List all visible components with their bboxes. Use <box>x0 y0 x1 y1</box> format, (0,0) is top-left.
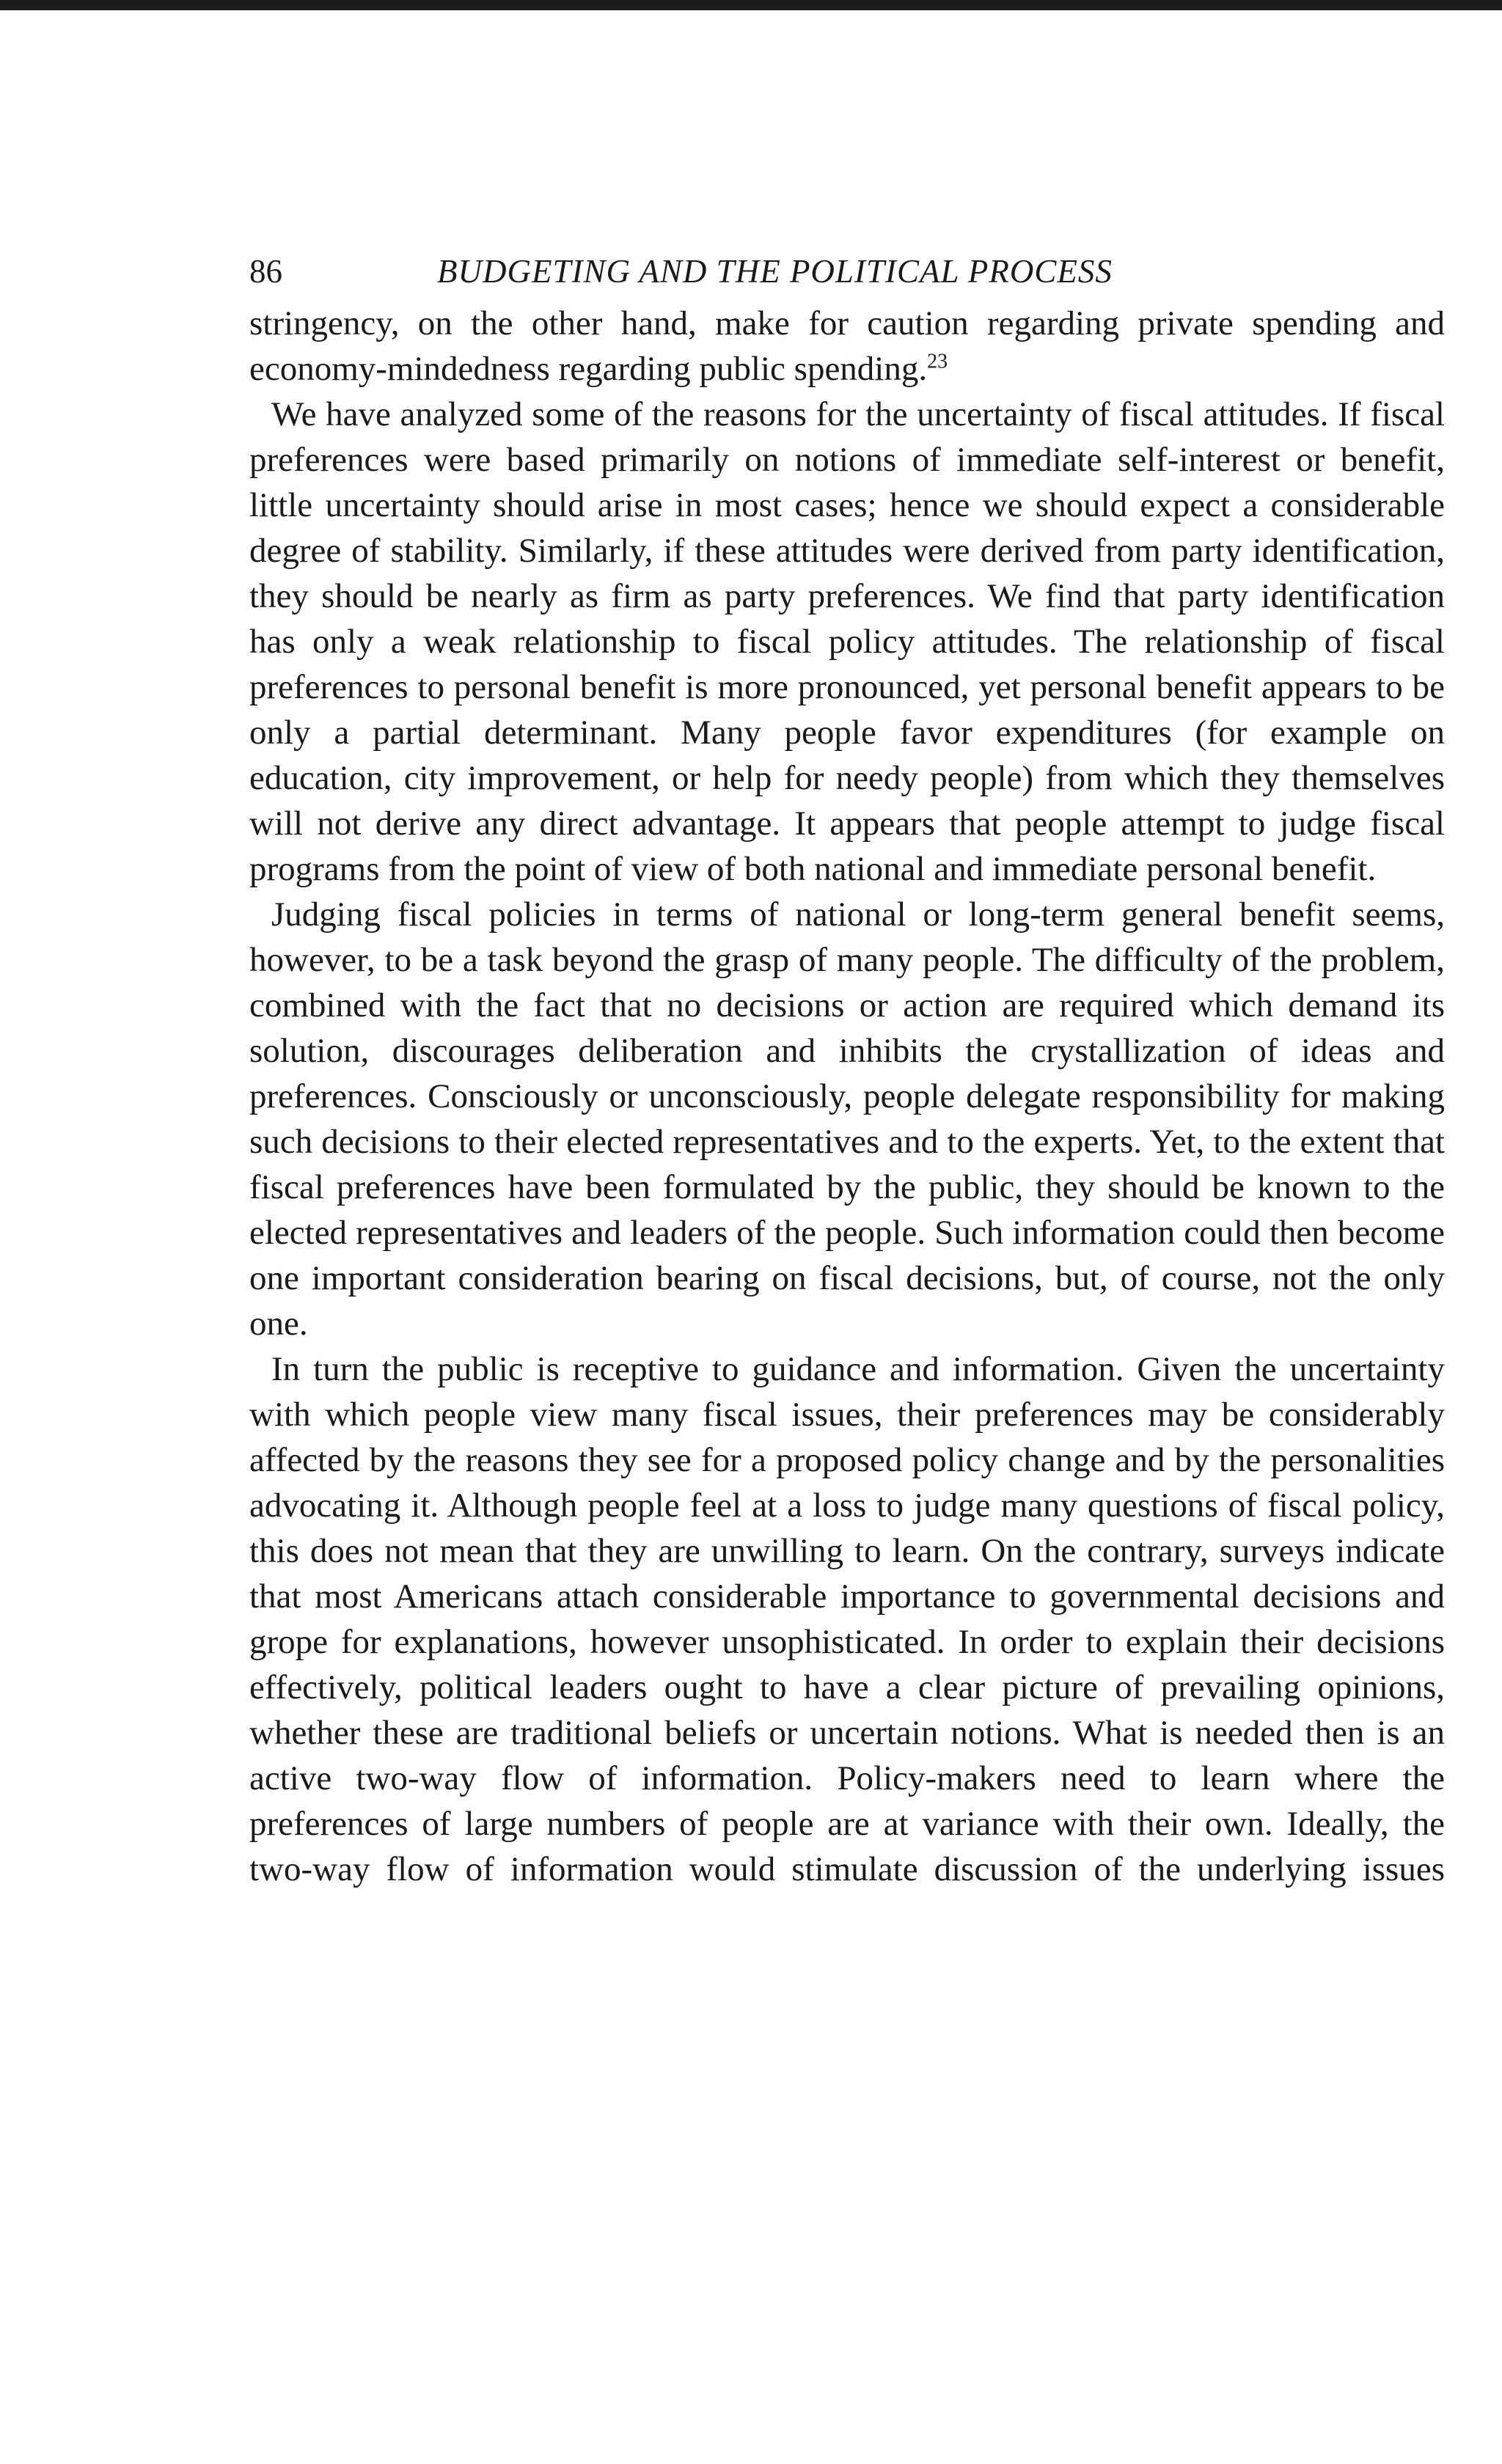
footnote-reference-23: 23 <box>927 350 948 373</box>
paragraph-3: Judging fiscal policies in terms of national or long-term general benefit seems, however, to be a task beyond the grasp of many people. The difficulty of the problem, combined with the fact that no decisions or action are required which demand its solution, discourages deliberation and inhibits the crystallization of ideas and preferences. Consciously or unconsciously, people delegate responsibility for making such decisions to their elected representatives and to the experts. Yet, to the extent that fiscal preferences have been formulated by the public, they should be known to the elected representatives and leaders of the people. Such information could then become one important consideration bearing on fiscal decisions, but, of course, not the only one. <box>249 895 1445 1343</box>
running-title: BUDGETING AND THE POLITICAL PROCESS <box>437 253 1113 290</box>
paragraph-1-text: stringency, on the other hand, make for caution regarding private spending and economy-mindedness regarding public spending. <box>249 304 1445 388</box>
top-border-rule <box>0 0 1502 10</box>
paragraph-2: We have analyzed some of the reasons for the uncertainty of fiscal attitudes. If fiscal preferences were based primarily on notions of immediate self-interest or benefit, little uncertainty should arise in most cases; hence we should expect a considerable degree of stability. Similarly, if these attitudes were derived from party identification, they should be nearly as firm as party preferences. We find that party identification has only a weak relationship to fiscal policy attitudes. The relationship of fiscal preferences to personal benefit is more pronounced, yet personal benefit appears to be only a partial determinant. Many people favor expenditures (for example on education, city improvement, or help for needy people) from which they themselves will not derive any direct advantage. It appears that people attempt to judge fiscal programs from the point of view of both national and immediate personal benefit. <box>249 395 1445 888</box>
paragraph-4: In turn the public is receptive to guidance and information. Given the uncertainty with which people view many fiscal issues, their preferences may be considerably affected by the reasons they see for a proposed policy change and by the personalities advocating it. Although people feel at a loss to judge many questions of fiscal policy, this does not mean that they are unwilling to learn. On the contrary, surveys indicate that most Americans attach considerable importance to governmental decisions and grope for explanations, however unsophisticated. In order to explain their decisions effectively, political leaders ought to have a clear picture of prevailing opinions, whether these are traditional beliefs or uncertain notions. What is needed then is an active two-way flow of information. Policy-makers need to learn where the preferences of large numbers of people are at variance with their own. Ideally, the two-way flow of information would stimulate discussion of the underlying issues <box>249 1350 1445 1888</box>
book-page <box>249 242 1445 1892</box>
running-head <box>249 242 1445 301</box>
paragraph-1 <box>249 301 1445 392</box>
body-text <box>249 301 1445 1892</box>
page-number: 86 <box>249 253 282 290</box>
